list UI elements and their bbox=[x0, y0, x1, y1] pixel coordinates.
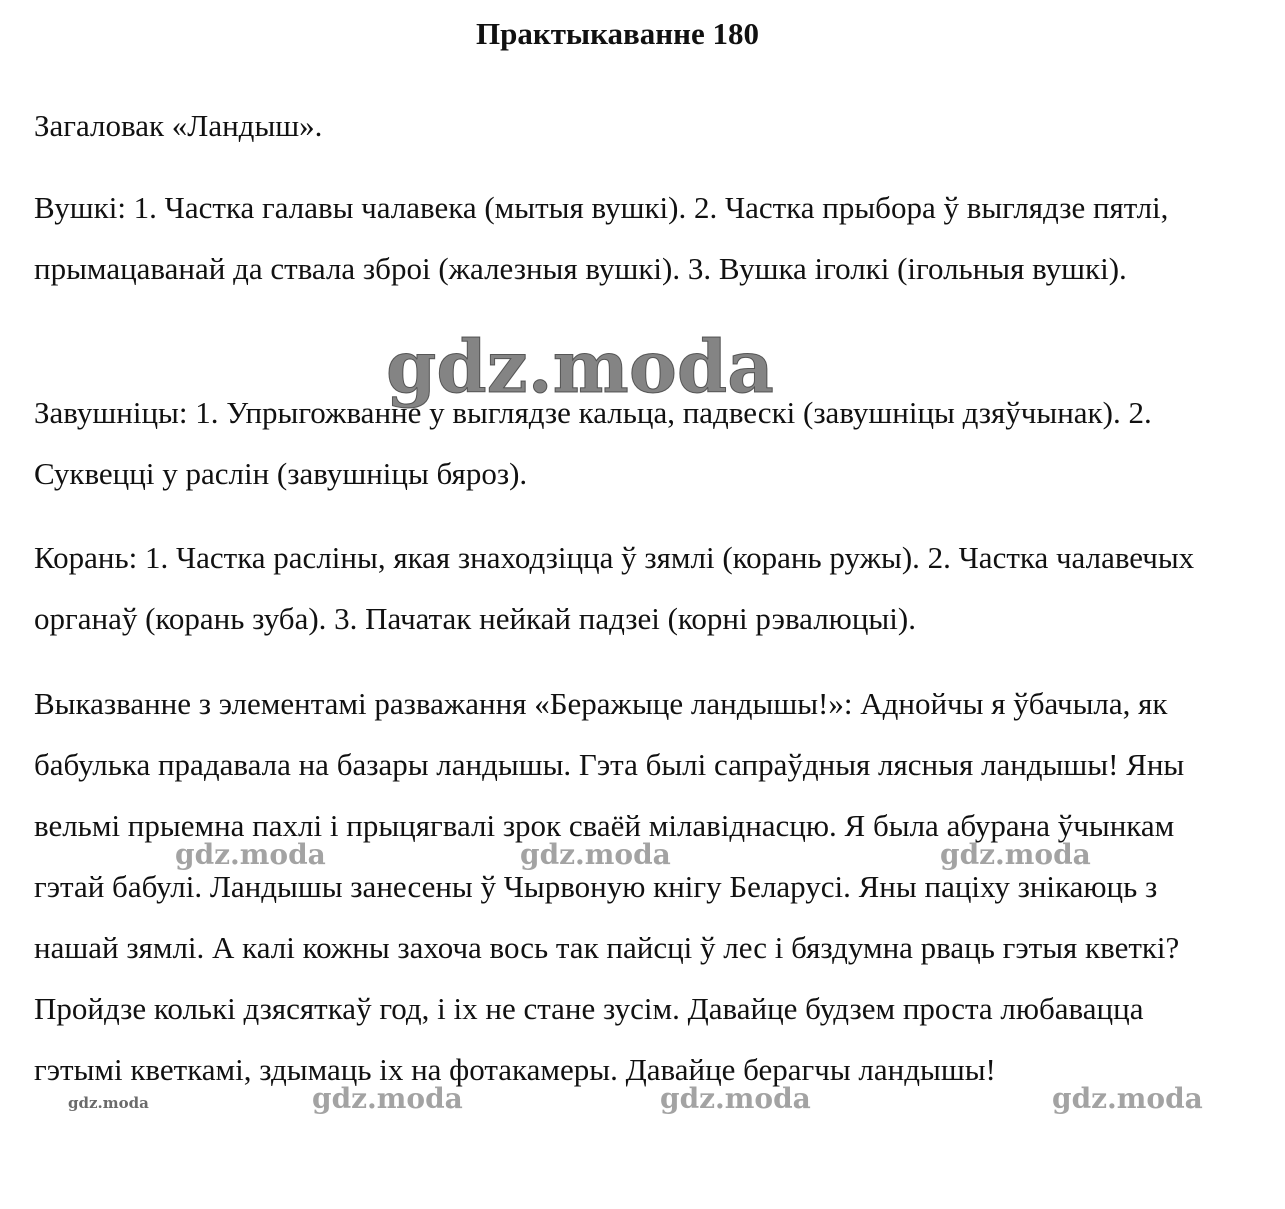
watermark-row1-right: gdz.moda bbox=[940, 838, 1091, 871]
watermark-row1-left: gdz.moda bbox=[175, 838, 326, 871]
watermark-large: gdz.moda bbox=[386, 324, 774, 409]
paragraph-vushki: Вушкі: 1. Частка галавы чалавека (мытыя вушкі). 2. Частка прыбора ў выглядзе пятлі, прымацаванай да ствала зброі (жалезныя вушкі). 3. Вушка іголкі (ігольныя вушкі). bbox=[34, 190, 1169, 286]
paragraph-vykazvanne: Выказванне з элементамі разважання «Беражыце ландышы!»: Аднойчы я ўбачыла, як бабулька прадавала на базары ландышы. Гэта былі сапраўдныя лясныя ландышы! Яны вельмі прыемна пахлі і прыцягвалі зрок сваёй мілавіднасцю. Я была абурана ўчынкам гэтай бабулі. Ландышы занесены ў Чырвоную кнігу Беларусі. Яны паціху знікаюць з нашай зямлі. А калі кожны захоча вось так пайсці ў лес і бяздумна рваць гэтыя кветкі? Пройдзе колькі дзясяткаў год, і іх не стане зусім. Давайце будзем проста любавацца гэтымі кветкамі, здымаць іх на фотакамеры. Давайце берагчы ландышы! bbox=[34, 686, 1185, 1087]
paragraph-heading: Загаловак «Ландыш». bbox=[34, 108, 323, 143]
watermark-row2-right: gdz.moda bbox=[1052, 1082, 1203, 1115]
paragraph-koran: Корань: 1. Частка расліны, якая знаходзіцца ў зямлі (корань ружы). 2. Частка чалавечых органаў (корань зуба). 3. Пачатак нейкай падзеі (корні рэвалюцыі). bbox=[34, 540, 1195, 636]
page-title: Практыкаванне 180 bbox=[475, 16, 759, 51]
paragraph-zavushnicy: Завушніцы: 1. Упрыгожванне у выглядзе кальца, падвескі (завушніцы дзяўчынак). 2. Суквецці у раслін (завушніцы бяроз). bbox=[34, 395, 1152, 491]
watermark-row2-mid: gdz.moda bbox=[660, 1082, 811, 1115]
watermark-row2-left: gdz.moda bbox=[312, 1082, 463, 1115]
watermark-row1-mid: gdz.moda bbox=[520, 838, 671, 871]
watermark-row2-small: gdz.moda bbox=[68, 1094, 149, 1112]
